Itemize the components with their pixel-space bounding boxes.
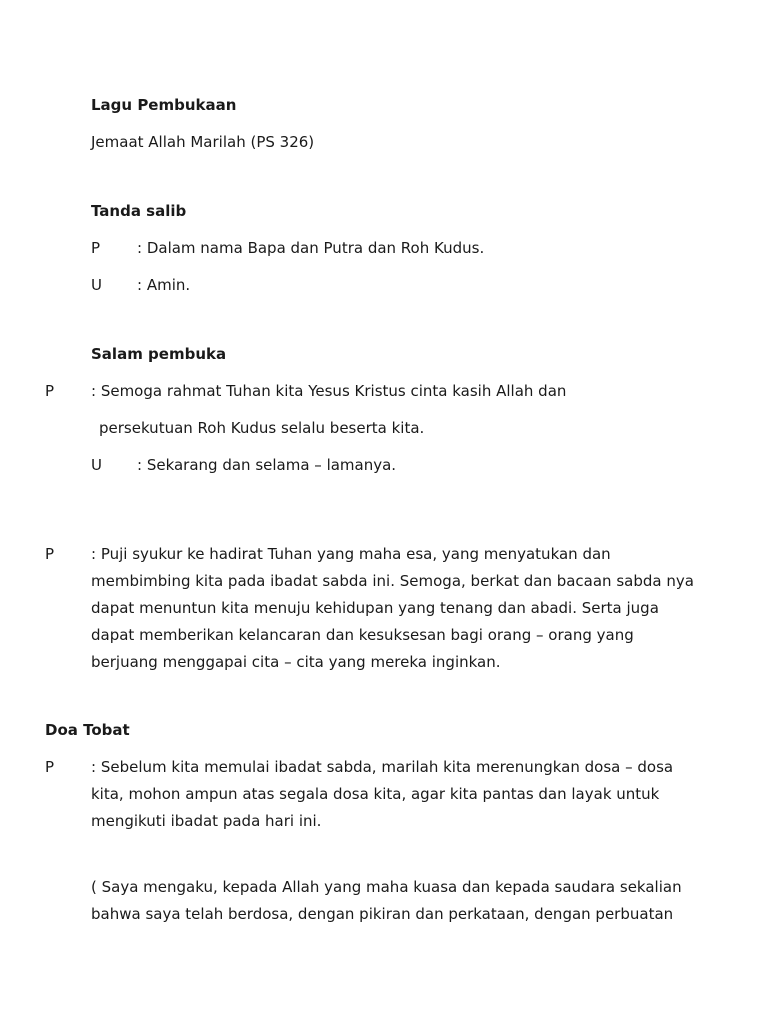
paragraph-line: mengikuti ibadat pada hari ini. (91, 812, 322, 830)
paragraph-line: ( Saya mengaku, kepada Allah yang maha kuasa dan kepada saudara sekalian (91, 878, 682, 896)
paragraph-line: bahwa saya telah berdosa, dengan pikiran dan perkataan, dengan perbuatan (91, 905, 674, 923)
speaker-label: U (91, 276, 102, 294)
line-text: : Sekarang dan selama – lamanya. (137, 456, 397, 474)
speaker-label: P (91, 239, 101, 257)
penitence-first-line (45, 757, 673, 777)
greeting-p-line-2: persekutuan Roh Kudus selalu beserta kita. (99, 419, 425, 437)
penitence-heading: Doa Tobat (45, 721, 130, 739)
line-text: : Amin. (137, 276, 191, 294)
sign-of-cross-heading: Tanda salib (91, 202, 187, 220)
opening-song-title: Jemaat Allah Marilah (PS 326) (91, 133, 315, 151)
greeting-u-line (91, 455, 396, 475)
speaker-label: P (45, 545, 55, 563)
speaker-label: P (45, 758, 55, 776)
paragraph-line: kita, mohon ampun atas segala dosa kita, agar kita pantas dan layak untuk (91, 785, 660, 803)
confession-paragraph (91, 874, 691, 928)
introduction-paragraph (91, 568, 694, 676)
greeting-p-line-1 (45, 381, 566, 401)
penitence-paragraph (91, 781, 691, 835)
paragraph-line: berjuang menggapai cita – cita yang mereka inginkan. (91, 653, 501, 671)
paragraph-line: membimbing kita pada ibadat sabda ini. Semoga, berkat dan bacaan sabda nya (91, 572, 694, 590)
introduction-first-line (45, 544, 611, 564)
line-text: : Puji syukur ke hadirat Tuhan yang maha esa, yang menyatukan dan (91, 545, 611, 563)
speaker-label: U (91, 456, 102, 474)
speaker-label: P (45, 382, 55, 400)
paragraph-line: dapat menuntun kita menuju kehidupan yang tenang dan abadi. Serta juga (91, 599, 659, 617)
greeting-heading: Salam pembuka (91, 345, 227, 363)
sign-of-cross-line-u (91, 275, 190, 295)
line-text: : Semoga rahmat Tuhan kita Yesus Kristus cinta kasih Allah dan (91, 382, 567, 400)
opening-song-heading: Lagu Pembukaan (91, 96, 237, 114)
line-text: : Sebelum kita memulai ibadat sabda, marilah kita merenungkan dosa – dosa (91, 758, 674, 776)
line-text: : Dalam nama Bapa dan Putra dan Roh Kudus. (137, 239, 485, 257)
sign-of-cross-line-p (91, 238, 484, 258)
paragraph-line: dapat memberikan kelancaran dan kesuksesan bagi orang – orang yang (91, 626, 634, 644)
